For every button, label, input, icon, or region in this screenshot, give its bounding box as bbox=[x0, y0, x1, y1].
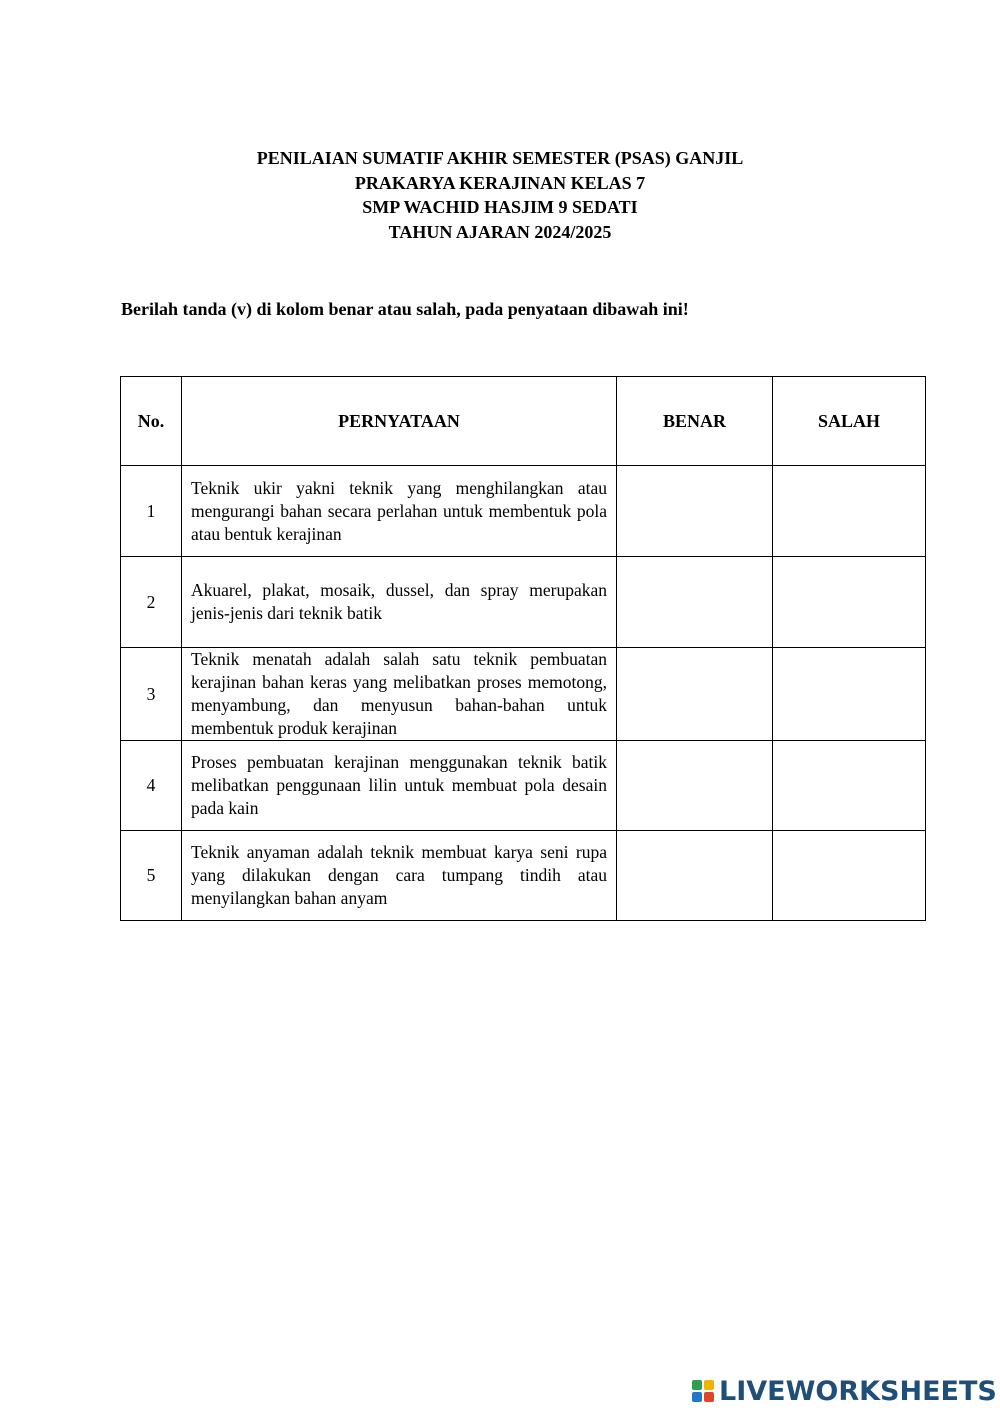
logo-square-icon bbox=[704, 1392, 714, 1402]
header-statement: PERNYATAAN bbox=[182, 377, 617, 466]
logo-square-icon bbox=[692, 1392, 702, 1402]
row-statement: Teknik menatah adalah salah satu teknik pembuatan kerajinan bahan keras yang melibatkan proses memotong, menyambung, dan menyusun bahan-bahan untuk membentuk produk kerajinan bbox=[182, 648, 617, 741]
salah-answer-cell[interactable] bbox=[773, 831, 926, 921]
true-false-table bbox=[120, 376, 926, 921]
liveworksheets-logo bbox=[692, 1374, 997, 1408]
header-title: PENILAIAN SUMATIF AKHIR SEMESTER (PSAS) GANJIL bbox=[256, 148, 744, 168]
header-salah: SALAH bbox=[773, 377, 926, 466]
salah-answer-cell[interactable] bbox=[773, 741, 926, 831]
header-benar: BENAR bbox=[617, 377, 773, 466]
table-row bbox=[121, 648, 926, 741]
logo-square-icon bbox=[692, 1380, 702, 1390]
table-row bbox=[121, 741, 926, 831]
header-school: SMP WACHID HASJIM 9 SEDATI bbox=[362, 197, 638, 217]
row-number: 1 bbox=[121, 466, 182, 557]
table-header-row bbox=[121, 377, 926, 466]
benar-answer-cell[interactable] bbox=[617, 831, 773, 921]
salah-answer-cell[interactable] bbox=[773, 466, 926, 557]
instruction-text: Berilah tanda (v) di kolom benar atau salah, pada penyataan dibawah ini! bbox=[121, 299, 689, 319]
row-statement: Teknik ukir yakni teknik yang menghilangkan atau mengurangi bahan secara perlahan untuk membentuk pola atau bentuk kerajinan bbox=[182, 466, 617, 557]
benar-answer-cell[interactable] bbox=[617, 466, 773, 557]
header-subject: PRAKARYA KERAJINAN KELAS 7 bbox=[354, 172, 646, 193]
liveworksheets-wordmark: LIVEWORKSHEETS bbox=[719, 1375, 997, 1407]
salah-answer-cell[interactable] bbox=[773, 557, 926, 648]
document-header bbox=[0, 146, 1000, 244]
benar-answer-cell[interactable] bbox=[617, 648, 773, 741]
header-year: TAHUN AJARAN 2024/2025 bbox=[388, 221, 612, 242]
row-number: 2 bbox=[121, 557, 182, 648]
table-row bbox=[121, 466, 926, 557]
row-statement: Teknik anyaman adalah teknik membuat karya seni rupa yang dilakukan dengan cara tumpang tindih atau menyilangkan bahan anyam bbox=[182, 831, 617, 921]
row-number: 4 bbox=[121, 741, 182, 831]
row-statement: Proses pembuatan kerajinan menggunakan teknik batik melibatkan penggunaan lilin untuk membuat pola desain pada kain bbox=[182, 741, 617, 831]
table-row bbox=[121, 831, 926, 921]
row-statement: Akuarel, plakat, mosaik, dussel, dan spray merupakan jenis-jenis dari teknik batik bbox=[182, 557, 617, 648]
logo-square-icon bbox=[704, 1380, 714, 1390]
header-no: No. bbox=[121, 377, 182, 466]
benar-answer-cell[interactable] bbox=[617, 557, 773, 648]
salah-answer-cell[interactable] bbox=[773, 648, 926, 741]
table-row bbox=[121, 557, 926, 648]
benar-answer-cell[interactable] bbox=[617, 741, 773, 831]
row-number: 5 bbox=[121, 831, 182, 921]
row-number: 3 bbox=[121, 648, 182, 741]
liveworksheets-icon bbox=[692, 1380, 714, 1402]
